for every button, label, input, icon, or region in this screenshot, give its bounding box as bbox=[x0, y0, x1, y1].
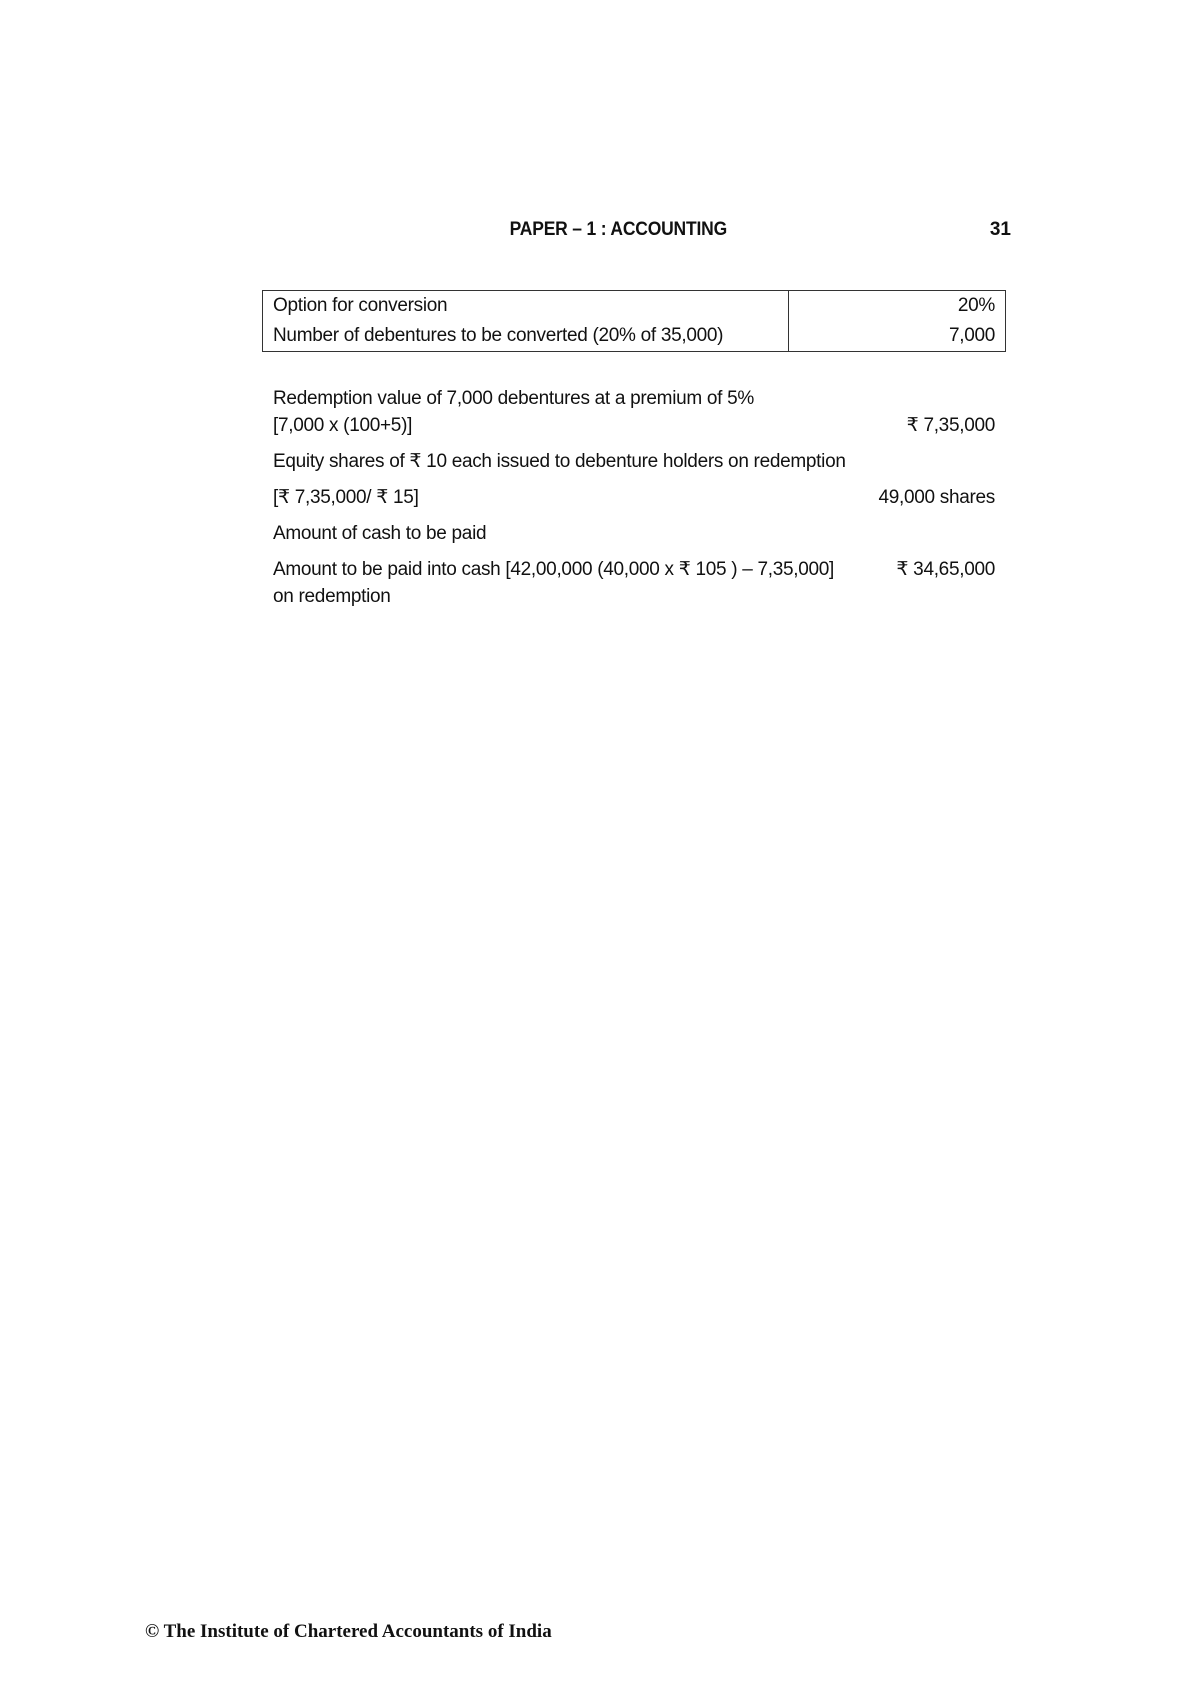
redemption-value-formula: [7,000 x (100+5)] bbox=[273, 415, 413, 436]
table-cell-label: Number of debentures to be converted (20% of 35,000) bbox=[263, 321, 789, 352]
conversion-table bbox=[262, 290, 1006, 352]
page-number: 31 bbox=[989, 219, 1011, 240]
table-cell-value: 20% bbox=[789, 291, 1006, 322]
cash-amount-label: Amount to be paid into cash [42,00,000 (40,000 x ₹ 105 ) – 7,35,000] bbox=[273, 559, 835, 580]
cash-amount-value: ₹ 34,65,000 bbox=[896, 559, 995, 580]
page-title: PAPER – 1 : ACCOUNTING bbox=[509, 219, 728, 240]
table-row bbox=[263, 291, 1006, 322]
equity-shares-calc-label: [₹ 7,35,000/ ₹ 15] bbox=[273, 487, 419, 508]
redemption-value-amount: ₹ 7,35,000 bbox=[906, 415, 995, 436]
table-row bbox=[263, 321, 1006, 352]
table-cell-label: Option for conversion bbox=[263, 291, 789, 322]
cash-amount-label-continued: on redemption bbox=[273, 586, 391, 607]
table-cell-value: 7,000 bbox=[789, 321, 1006, 352]
redemption-value-label: Redemption value of 7,000 debentures at a premium of 5% bbox=[273, 388, 754, 409]
equity-shares-calc-value: 49,000 shares bbox=[878, 487, 995, 508]
equity-shares-label: Equity shares of ₹ 10 each issued to debenture holders on redemption bbox=[273, 451, 846, 472]
footer-copyright: © The Institute of Chartered Accountants of India bbox=[145, 1621, 552, 1642]
cash-heading-label: Amount of cash to be paid bbox=[273, 523, 487, 544]
